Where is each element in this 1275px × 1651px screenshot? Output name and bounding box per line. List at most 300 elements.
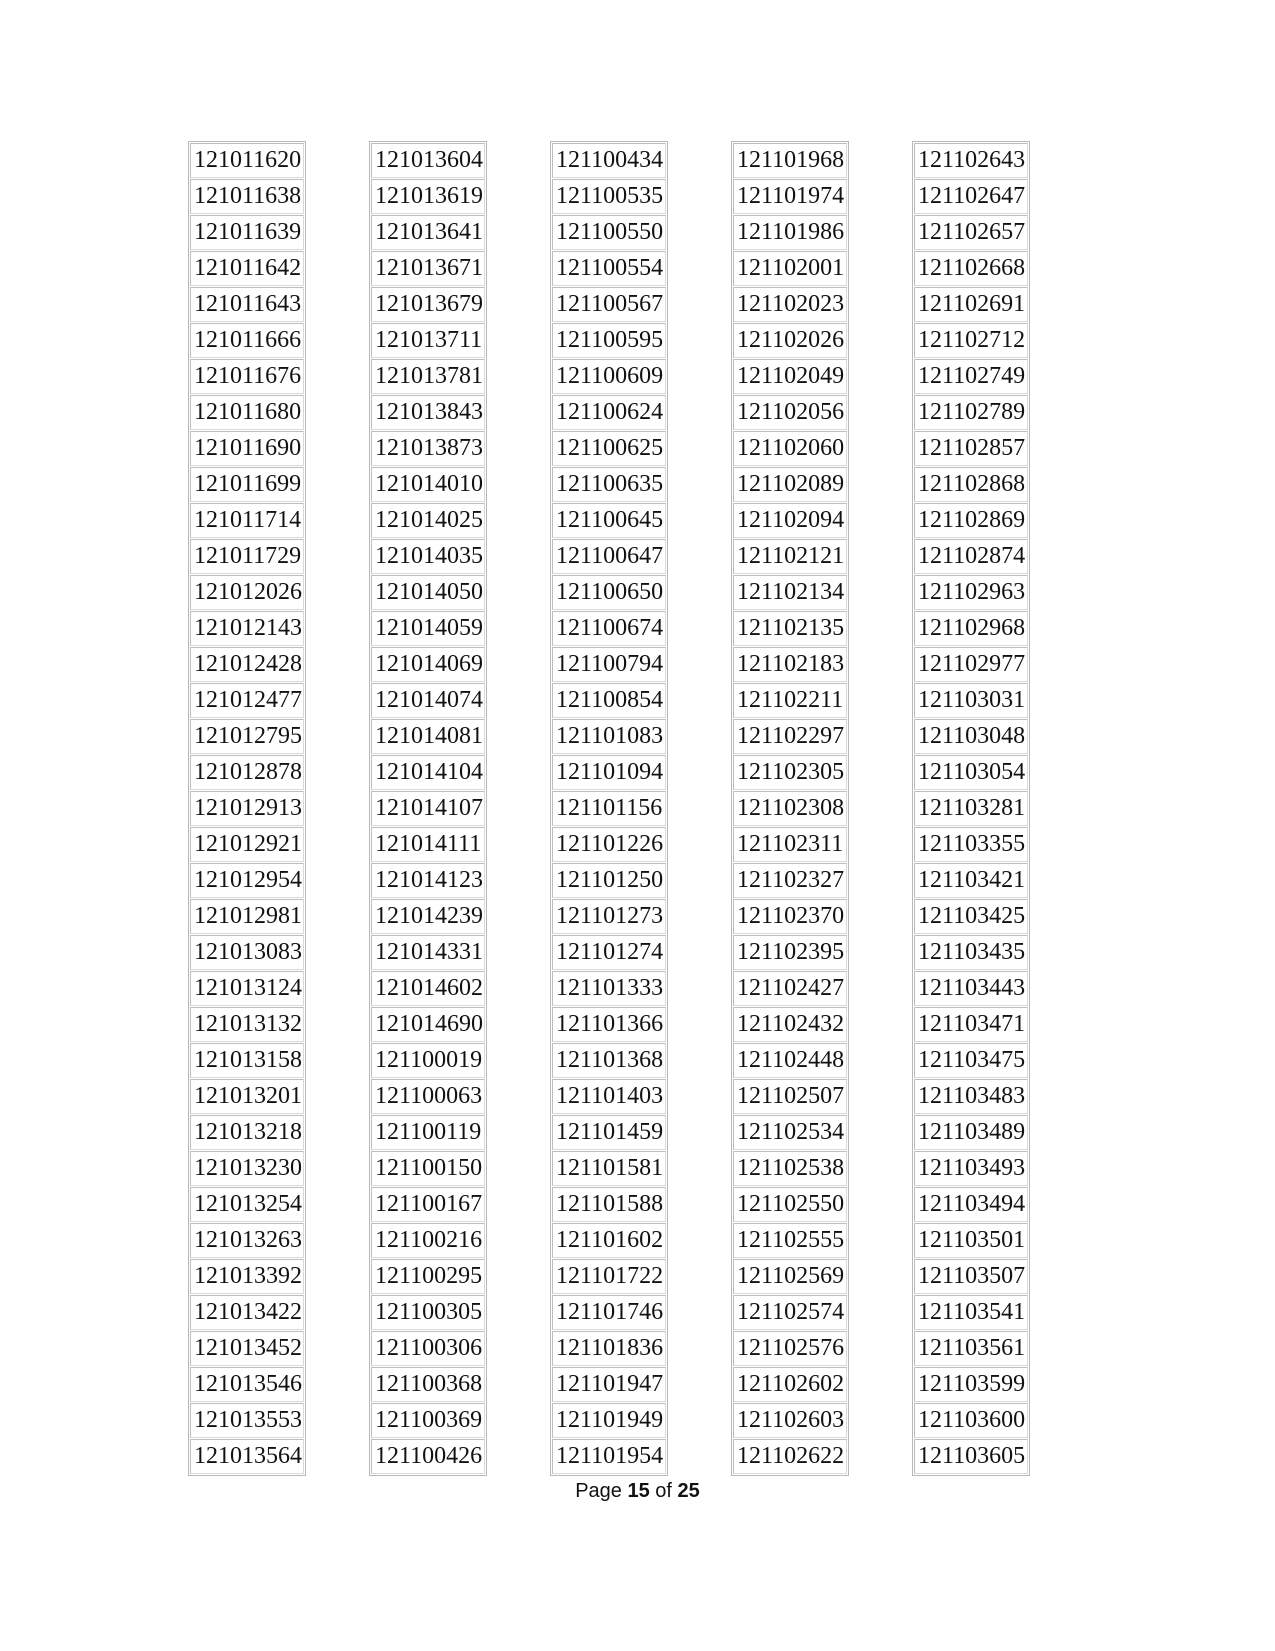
number-cell: 121013218: [190, 1115, 304, 1150]
table-row: [552, 971, 666, 1006]
number-cell: 121013201: [190, 1079, 304, 1114]
table-row: [552, 503, 666, 538]
number-cell: 121101366: [552, 1007, 666, 1042]
table-row: [733, 179, 847, 214]
number-cell: 121102643: [914, 143, 1028, 178]
number-cell: 121103483: [914, 1079, 1028, 1114]
table-row: [190, 179, 304, 214]
table-row: [914, 971, 1028, 1006]
number-cell: 121014025: [371, 503, 485, 538]
table-row: [371, 1223, 485, 1258]
table-row: [371, 719, 485, 754]
table-row: [914, 1223, 1028, 1258]
table-row: [914, 863, 1028, 898]
table-row: [371, 503, 485, 538]
table-row: [190, 935, 304, 970]
table-row: [733, 467, 847, 502]
number-cell: 121103048: [914, 719, 1028, 754]
table-row: [552, 539, 666, 574]
table-row: [371, 1259, 485, 1294]
number-cell: 121014602: [371, 971, 485, 1006]
number-cell: 121100794: [552, 647, 666, 682]
table-row: [190, 1439, 304, 1474]
number-cell: 121102134: [733, 575, 847, 610]
table-row: [552, 827, 666, 862]
number-cell: 121102370: [733, 899, 847, 934]
table-row: [552, 1007, 666, 1042]
number-cell: 121101581: [552, 1151, 666, 1186]
number-cell: 121100167: [371, 1187, 485, 1222]
number-cell: 121100535: [552, 179, 666, 214]
number-cell: 121100426: [371, 1439, 485, 1474]
number-cell: 121102183: [733, 647, 847, 682]
table-row: [552, 719, 666, 754]
table-row: [914, 395, 1028, 430]
table-row: [371, 827, 485, 862]
table-row: [371, 1079, 485, 1114]
number-cell: 121100369: [371, 1403, 485, 1438]
number-cell: 121101836: [552, 1331, 666, 1366]
number-cell: 121011729: [190, 539, 304, 574]
number-cell: 121100567: [552, 287, 666, 322]
number-cell: 121013546: [190, 1367, 304, 1402]
table-row: [733, 1403, 847, 1438]
number-cell: 121102874: [914, 539, 1028, 574]
table-row: [914, 431, 1028, 466]
number-cell: 121100645: [552, 503, 666, 538]
number-cell: 121102023: [733, 287, 847, 322]
number-cell: 121102602: [733, 1367, 847, 1402]
number-cell: 121102622: [733, 1439, 847, 1474]
table-row: [190, 1187, 304, 1222]
table-row: [371, 683, 485, 718]
number-cell: 121011666: [190, 323, 304, 358]
table-row: [371, 611, 485, 646]
table-row: [914, 467, 1028, 502]
number-cell: 121011642: [190, 251, 304, 286]
table-row: [190, 143, 304, 178]
table-row: [190, 539, 304, 574]
number-cell: 121103494: [914, 1187, 1028, 1222]
table-row: [371, 431, 485, 466]
table-row: [733, 1223, 847, 1258]
number-cell: 121100305: [371, 1295, 485, 1330]
table-row: [914, 539, 1028, 574]
number-cell: 121100306: [371, 1331, 485, 1366]
table-row: [733, 575, 847, 610]
table-row: [552, 899, 666, 934]
number-cell: 121102327: [733, 863, 847, 898]
table-row: [914, 323, 1028, 358]
number-cell: 121101746: [552, 1295, 666, 1330]
table-row: [552, 467, 666, 502]
table-row: [552, 1079, 666, 1114]
table-row: [552, 251, 666, 286]
number-cell: 121102135: [733, 611, 847, 646]
table-row: [552, 1367, 666, 1402]
number-cell: 121101954: [552, 1439, 666, 1474]
number-cell: 121103507: [914, 1259, 1028, 1294]
number-cell: 121102869: [914, 503, 1028, 538]
table-row: [371, 575, 485, 610]
number-cell: 121013564: [190, 1439, 304, 1474]
number-cell: 121013230: [190, 1151, 304, 1186]
number-cell: 121101459: [552, 1115, 666, 1150]
number-cell: 121102211: [733, 683, 847, 718]
table-row: [190, 1115, 304, 1150]
table-row: [914, 1043, 1028, 1078]
table-row: [914, 143, 1028, 178]
number-cell: 121014107: [371, 791, 485, 826]
number-cell: 121102749: [914, 359, 1028, 394]
table-row: [552, 863, 666, 898]
table-row: [914, 1259, 1028, 1294]
number-cell: 121102977: [914, 647, 1028, 682]
table-row: [733, 899, 847, 934]
table-row: [733, 1115, 847, 1150]
table-row: [733, 1043, 847, 1078]
table-row: [914, 791, 1028, 826]
table-row: [371, 971, 485, 1006]
page-footer-middle: of: [649, 1480, 678, 1502]
number-cell: 121101250: [552, 863, 666, 898]
table-row: [733, 647, 847, 682]
number-cell: 121102574: [733, 1295, 847, 1330]
table-row: [371, 143, 485, 178]
table-row: [733, 395, 847, 430]
number-cell: 121013781: [371, 359, 485, 394]
table-row: [733, 143, 847, 178]
table-row: [914, 1007, 1028, 1042]
number-cell: 121102049: [733, 359, 847, 394]
number-cell: 121013679: [371, 287, 485, 322]
table-row: [190, 1007, 304, 1042]
number-cell: 121012143: [190, 611, 304, 646]
table-row: [552, 395, 666, 430]
number-cell: 121103600: [914, 1403, 1028, 1438]
number-cell: 121013553: [190, 1403, 304, 1438]
table-row: [190, 395, 304, 430]
number-cell: 121103435: [914, 935, 1028, 970]
number-table-column-2: [369, 141, 487, 1476]
number-cell: 121014059: [371, 611, 485, 646]
table-row: [914, 1115, 1028, 1150]
table-row: [552, 683, 666, 718]
table-row: [371, 1187, 485, 1222]
number-cell: 121102968: [914, 611, 1028, 646]
page-footer: [0, 1480, 1275, 1503]
number-cell: 121102089: [733, 467, 847, 502]
table-row: [371, 1403, 485, 1438]
number-cell: 121101974: [733, 179, 847, 214]
number-cell: 121013711: [371, 323, 485, 358]
number-cell: 121103561: [914, 1331, 1028, 1366]
number-cell: 121101403: [552, 1079, 666, 1114]
table-row: [190, 1223, 304, 1258]
number-cell: 121014069: [371, 647, 485, 682]
number-cell: 121011643: [190, 287, 304, 322]
table-row: [552, 1439, 666, 1474]
table-row: [552, 287, 666, 322]
number-cell: 121100609: [552, 359, 666, 394]
table-row: [914, 1079, 1028, 1114]
number-cell: 121013873: [371, 431, 485, 466]
number-cell: 121103605: [914, 1439, 1028, 1474]
table-row: [371, 323, 485, 358]
table-row: [914, 1439, 1028, 1474]
number-cell: 121101094: [552, 755, 666, 790]
number-cell: 121100554: [552, 251, 666, 286]
number-cell: 121014331: [371, 935, 485, 970]
number-cell: 121100119: [371, 1115, 485, 1150]
table-row: [733, 1331, 847, 1366]
table-row: [914, 359, 1028, 394]
number-cell: 121103471: [914, 1007, 1028, 1042]
table-row: [190, 899, 304, 934]
table-row: [371, 1367, 485, 1402]
table-row: [371, 1043, 485, 1078]
table-row: [914, 287, 1028, 322]
number-cell: 121011639: [190, 215, 304, 250]
number-cell: 121102056: [733, 395, 847, 430]
table-row: [733, 863, 847, 898]
number-cell: 121103421: [914, 863, 1028, 898]
table-row: [190, 215, 304, 250]
number-cell: 121014239: [371, 899, 485, 934]
number-cell: 121100635: [552, 467, 666, 502]
number-cell: 121103475: [914, 1043, 1028, 1078]
table-row: [371, 647, 485, 682]
table-row: [914, 935, 1028, 970]
number-cell: 121011676: [190, 359, 304, 394]
table-row: [733, 755, 847, 790]
table-row: [733, 1007, 847, 1042]
table-row: [914, 647, 1028, 682]
number-cell: 121014074: [371, 683, 485, 718]
table-row: [371, 935, 485, 970]
table-row: [552, 1295, 666, 1330]
number-cell: 121100624: [552, 395, 666, 430]
number-cell: 121102507: [733, 1079, 847, 1114]
number-cell: 121103493: [914, 1151, 1028, 1186]
table-row: [733, 1295, 847, 1330]
table-row: [190, 431, 304, 466]
number-cell: 121012026: [190, 575, 304, 610]
table-row: [190, 287, 304, 322]
number-cell: 121102308: [733, 791, 847, 826]
number-cell: 121012981: [190, 899, 304, 934]
number-cell: 121102857: [914, 431, 1028, 466]
number-cell: 121101949: [552, 1403, 666, 1438]
number-cell: 121014010: [371, 467, 485, 502]
number-table-column-5: [912, 141, 1030, 1476]
number-cell: 121102868: [914, 467, 1028, 502]
number-cell: 121013843: [371, 395, 485, 430]
table-row: [190, 719, 304, 754]
number-cell: 121101986: [733, 215, 847, 250]
number-cell: 121100368: [371, 1367, 485, 1402]
number-cell: 121013263: [190, 1223, 304, 1258]
table-row: [190, 467, 304, 502]
number-columns: [188, 141, 1088, 1473]
table-row: [914, 611, 1028, 646]
table-row: [733, 1439, 847, 1474]
table-row: [190, 755, 304, 790]
number-cell: 121102001: [733, 251, 847, 286]
table-row: [733, 827, 847, 862]
number-cell: 121100550: [552, 215, 666, 250]
table-row: [552, 1151, 666, 1186]
table-row: [190, 1151, 304, 1186]
number-cell: 121013619: [371, 179, 485, 214]
number-cell: 121100019: [371, 1043, 485, 1078]
number-cell: 121102657: [914, 215, 1028, 250]
number-cell: 121013604: [371, 143, 485, 178]
number-cell: 121100295: [371, 1259, 485, 1294]
table-row: [371, 251, 485, 286]
table-row: [190, 1367, 304, 1402]
number-cell: 121100647: [552, 539, 666, 574]
table-row: [914, 1331, 1028, 1366]
table-row: [371, 1295, 485, 1330]
table-row: [733, 791, 847, 826]
number-cell: 121100625: [552, 431, 666, 466]
table-row: [914, 827, 1028, 862]
table-row: [552, 791, 666, 826]
table-row: [733, 215, 847, 250]
table-row: [733, 1079, 847, 1114]
table-row: [914, 1367, 1028, 1402]
number-cell: 121102448: [733, 1043, 847, 1078]
number-cell: 121011638: [190, 179, 304, 214]
number-cell: 121100150: [371, 1151, 485, 1186]
total-page-count: 25: [677, 1480, 700, 1502]
table-row: [733, 935, 847, 970]
number-cell: 121102094: [733, 503, 847, 538]
number-cell: 121101226: [552, 827, 666, 862]
number-cell: 121011680: [190, 395, 304, 430]
table-row: [371, 1439, 485, 1474]
number-cell: 121101947: [552, 1367, 666, 1402]
table-row: [733, 1187, 847, 1222]
number-cell: 121103054: [914, 755, 1028, 790]
table-row: [371, 1331, 485, 1366]
number-cell: 121103031: [914, 683, 1028, 718]
number-cell: 121014123: [371, 863, 485, 898]
table-row: [914, 503, 1028, 538]
table-row: [190, 359, 304, 394]
table-row: [190, 323, 304, 358]
number-cell: 121101722: [552, 1259, 666, 1294]
table-row: [552, 179, 666, 214]
table-row: [371, 287, 485, 322]
number-cell: 121101156: [552, 791, 666, 826]
table-row: [733, 611, 847, 646]
number-cell: 121102569: [733, 1259, 847, 1294]
number-cell: 121013083: [190, 935, 304, 970]
number-cell: 121100650: [552, 575, 666, 610]
number-cell: 121101083: [552, 719, 666, 754]
table-row: [914, 683, 1028, 718]
table-row: [371, 1007, 485, 1042]
number-cell: 121101968: [733, 143, 847, 178]
table-row: [190, 791, 304, 826]
table-row: [190, 251, 304, 286]
table-row: [371, 359, 485, 394]
table-row: [190, 647, 304, 682]
number-cell: 121103355: [914, 827, 1028, 862]
table-row: [733, 1151, 847, 1186]
table-row: [552, 1223, 666, 1258]
number-cell: 121011699: [190, 467, 304, 502]
number-cell: 121103599: [914, 1367, 1028, 1402]
number-cell: 121101588: [552, 1187, 666, 1222]
number-cell: 121103489: [914, 1115, 1028, 1150]
number-cell: 121102712: [914, 323, 1028, 358]
table-row: [190, 1079, 304, 1114]
table-row: [371, 539, 485, 574]
number-cell: 121013132: [190, 1007, 304, 1042]
number-table-column-3: [550, 141, 668, 1476]
table-row: [733, 719, 847, 754]
number-cell: 121011714: [190, 503, 304, 538]
table-row: [914, 1295, 1028, 1330]
page-footer-prefix: Page: [575, 1480, 628, 1502]
number-cell: 121100216: [371, 1223, 485, 1258]
table-row: [552, 647, 666, 682]
number-cell: 121101368: [552, 1043, 666, 1078]
table-row: [552, 935, 666, 970]
number-cell: 121012913: [190, 791, 304, 826]
table-row: [552, 431, 666, 466]
table-row: [552, 1043, 666, 1078]
number-table-column-4: [731, 141, 849, 1476]
table-row: [371, 395, 485, 430]
number-cell: 121101333: [552, 971, 666, 1006]
table-row: [552, 755, 666, 790]
number-cell: 121100063: [371, 1079, 485, 1114]
table-row: [371, 791, 485, 826]
table-row: [552, 215, 666, 250]
number-cell: 121102060: [733, 431, 847, 466]
number-cell: 121013392: [190, 1259, 304, 1294]
table-row: [190, 683, 304, 718]
table-row: [733, 251, 847, 286]
number-cell: 121013124: [190, 971, 304, 1006]
table-row: [552, 323, 666, 358]
table-row: [914, 575, 1028, 610]
table-row: [371, 215, 485, 250]
table-row: [371, 899, 485, 934]
table-row: [733, 539, 847, 574]
table-row: [371, 1151, 485, 1186]
table-row: [733, 683, 847, 718]
table-row: [190, 1403, 304, 1438]
number-cell: 121014035: [371, 539, 485, 574]
table-row: [190, 827, 304, 862]
number-cell: 121100674: [552, 611, 666, 646]
number-cell: 121102432: [733, 1007, 847, 1042]
number-cell: 121100595: [552, 323, 666, 358]
number-cell: 121013158: [190, 1043, 304, 1078]
table-row: [371, 1115, 485, 1150]
table-row: [914, 179, 1028, 214]
table-row: [733, 431, 847, 466]
number-cell: 121102534: [733, 1115, 847, 1150]
current-page-number: 15: [627, 1480, 650, 1502]
number-cell: 121102427: [733, 971, 847, 1006]
table-row: [914, 1403, 1028, 1438]
